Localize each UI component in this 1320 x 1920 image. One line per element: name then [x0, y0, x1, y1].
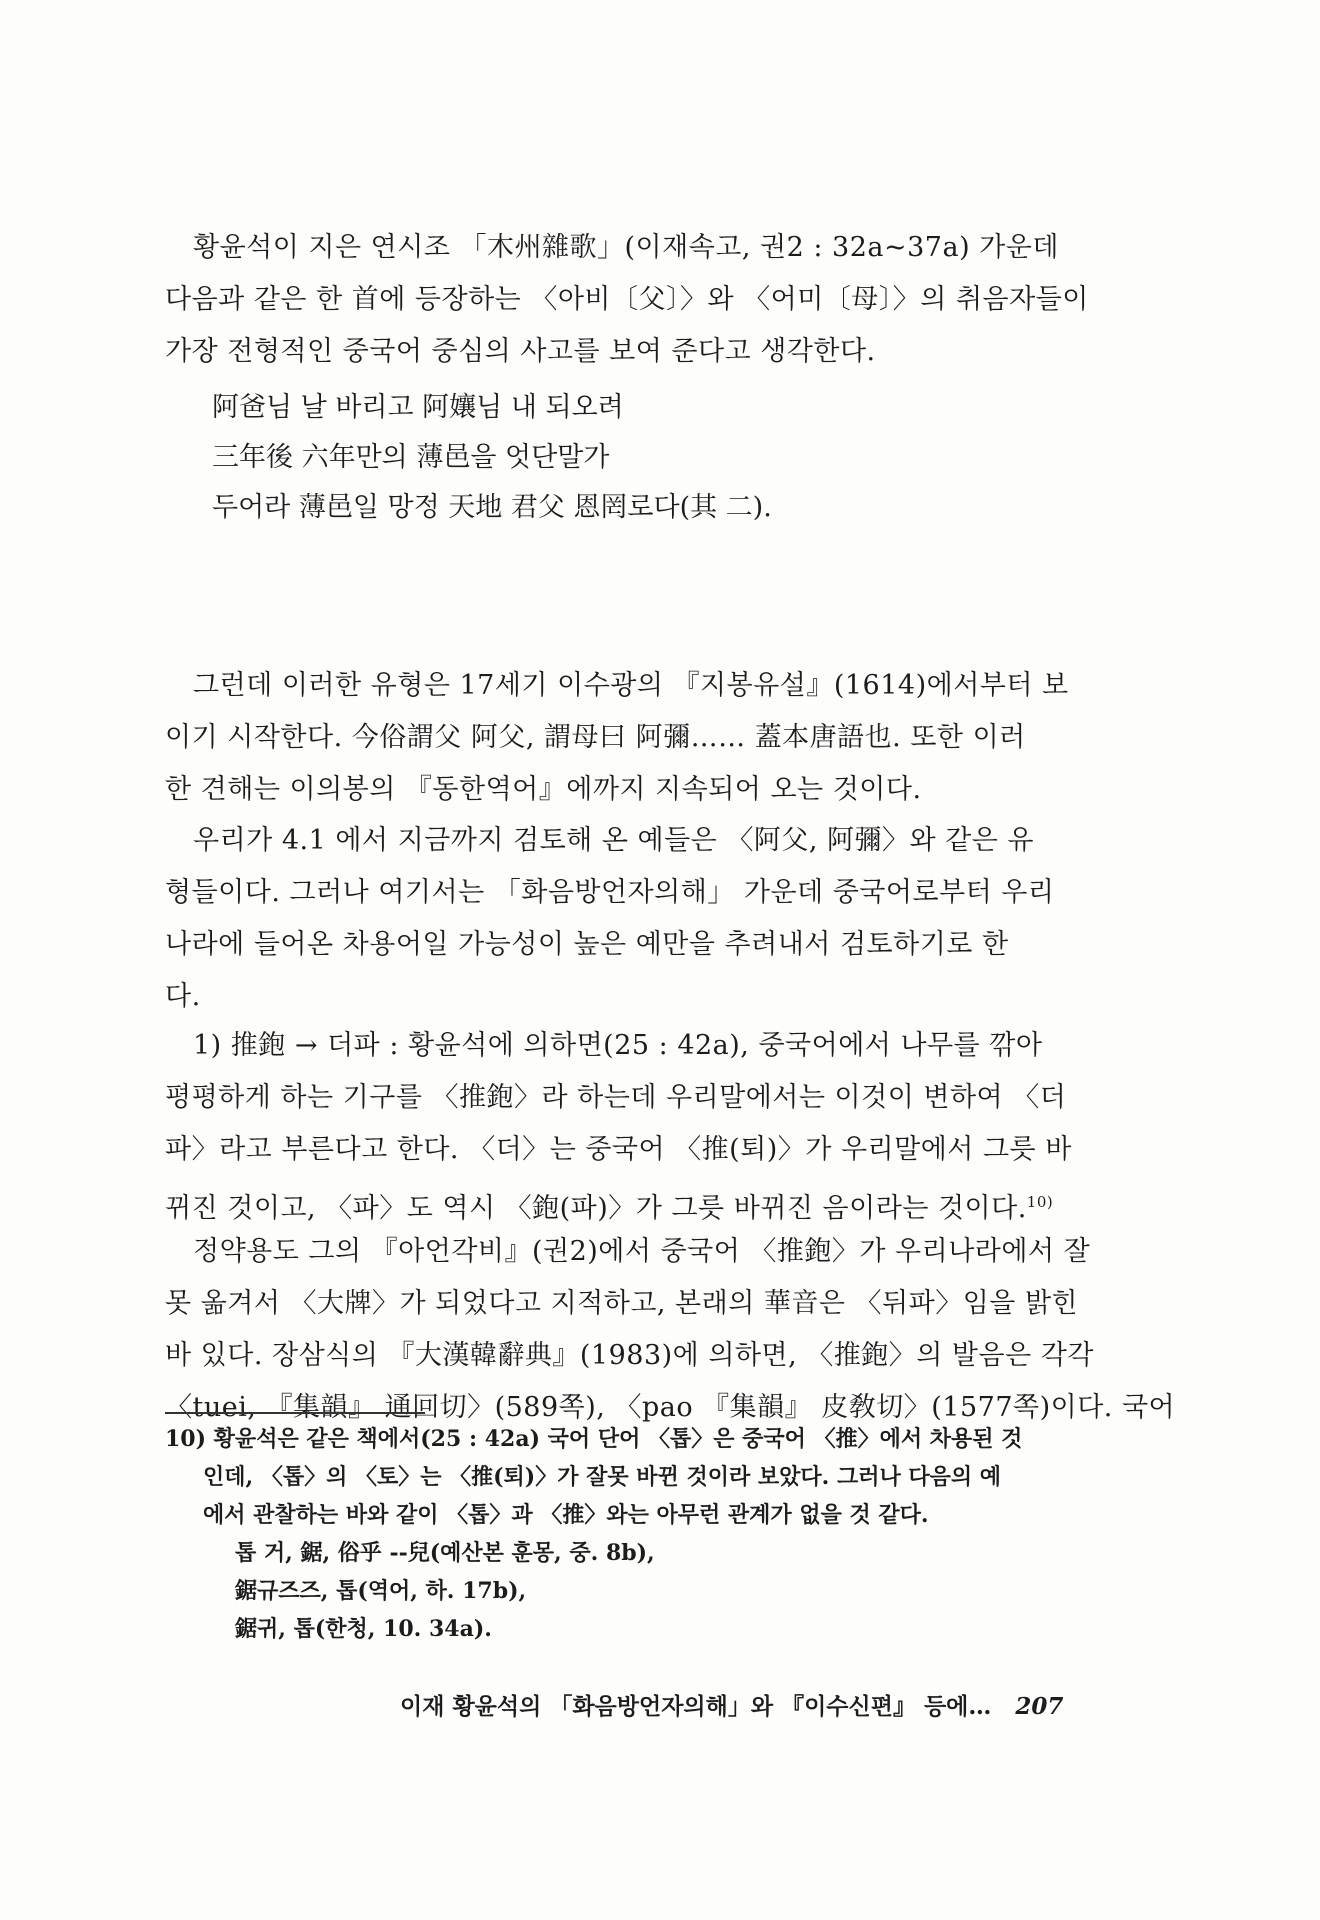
- poem-line: 阿爸님 날 바리고 阿孃님 내 되오려: [212, 392, 624, 423]
- text-line: 그런데 이러한 유형은 17세기 이수광의 『지봉유설』(1614)에서부터 보: [193, 670, 1069, 701]
- poem-line: 三年後 六年만의 薄邑을 엇단말가: [212, 442, 610, 473]
- footnote-example: 톱 거, 鋸, 俗乎 --兒(예산본 훈몽, 중. 8b),: [235, 1540, 655, 1566]
- text-line: 가장 전형적인 중국어 중심의 사고를 보여 준다고 생각한다.: [165, 336, 876, 367]
- text-line: 한 견해는 이의봉의 『동한역어』에까지 지속되어 오는 것이다.: [165, 774, 922, 805]
- text-line: 못 옮겨서 〈大牌〉가 되었다고 지적하고, 본래의 華音은 〈뒤파〉임을 밝힌: [165, 1288, 1079, 1319]
- paragraph-item-1: [165, 1020, 1125, 1235]
- text-line: 파〉라고 부른다고 한다. 〈더〉는 중국어 〈推(퇴)〉가 우리말에서 그릇 바: [165, 1134, 1072, 1165]
- poem-line: 두어라 薄邑일 망정 天地 君父 恩罔로다(其 二).: [212, 492, 772, 523]
- footnote-example: 鋸규즈즈, 톱(역어, 하. 17b),: [235, 1578, 527, 1604]
- page-number: 207: [1015, 1693, 1064, 1720]
- text-line: 바 있다. 장삼식의 『大漢韓辭典』(1983)에 의하면, 〈推鉋〉의 발음은 각각: [165, 1340, 1094, 1371]
- paragraph-examples: [165, 815, 1125, 1023]
- text-line-content: 뀌진 것이고, 〈파〉도 역시 〈鉋(파)〉가 그릇 바뀌진 음이라는 것이다.: [165, 1193, 1027, 1224]
- paragraph-jeong-yakyong: [165, 1226, 1176, 1434]
- text-line: 우리가 4.1 에서 지금까지 검토해 온 예들은 〈阿父, 阿彌〉와 같은 유: [193, 825, 1034, 856]
- footnote-reference: 10): [1026, 1193, 1054, 1211]
- text-line: 이기 시작한다. 今俗謂父 阿父, 謂母曰 阿彌…… 蓋本唐語也. 또한 이러: [165, 722, 1026, 753]
- text-line: 나라에 들어온 차용어일 가능성이 높은 예만을 추려내서 검토하기로 한: [165, 929, 1009, 960]
- running-footer: [400, 1688, 1090, 1721]
- paragraph-intro: [165, 222, 1125, 378]
- footnote-divider: [165, 1412, 425, 1414]
- footnote-line: 10) 황윤석은 같은 책에서(25 : 42a) 국어 단어 〈톱〉은 중국어 〈推〉에서 차용된 것: [165, 1426, 1023, 1452]
- text-line: 평평하게 하는 기구를 〈推鉋〉라 하는데 우리말에서는 이것이 변하여 〈더: [165, 1082, 1067, 1113]
- text-line: 다.: [165, 981, 201, 1012]
- footnote-example: 鋸귀, 톱(한청, 10. 34a).: [235, 1616, 492, 1642]
- poem-block: [212, 383, 912, 533]
- footnote-10: [165, 1420, 1125, 1648]
- text-line: 정약용도 그의 『아언각비』(권2)에서 중국어 〈推鉋〉가 우리나라에서 잘: [193, 1236, 1091, 1267]
- text-line: 다음과 같은 한 首에 등장하는 〈아비〔父〕〉와 〈어미〔母〕〉의 취음자들이: [165, 284, 1089, 315]
- text-line: 〈tuei, 『集韻』 通回切〉(589쪽), 〈pao 『集韻』 皮敎切〉(1577쪽)이다. 국어: [165, 1392, 1176, 1423]
- footnote-line: 인데, 〈톱〉의 〈토〉는 〈推(퇴)〉가 잘못 바뀐 것이라 보았다. 그러나 다음의 예: [203, 1464, 1002, 1490]
- text-line: 형들이다. 그러나 여기서는 「화음방언자의해」 가운데 중국어로부터 우리: [165, 877, 1055, 908]
- text-line: 황윤석이 지은 연시조 「木州雜歌」(이재속고, 권2 : 32a~37a) 가운데: [193, 232, 1059, 263]
- footer-title: 이재 황윤석의 「화음방언자의해」와 『이수신편』 등에…: [400, 1693, 992, 1720]
- text-line: 1) 推鉋 → 더파 : 황윤석에 의하면(25 : 42a), 중국어에서 나무를 깎아: [193, 1030, 1043, 1061]
- paragraph-jibong: [165, 660, 1125, 816]
- footnote-line: 에서 관찰하는 바와 같이 〈톱〉과 〈推〉와는 아무런 관계가 없을 것 같다.: [203, 1502, 929, 1528]
